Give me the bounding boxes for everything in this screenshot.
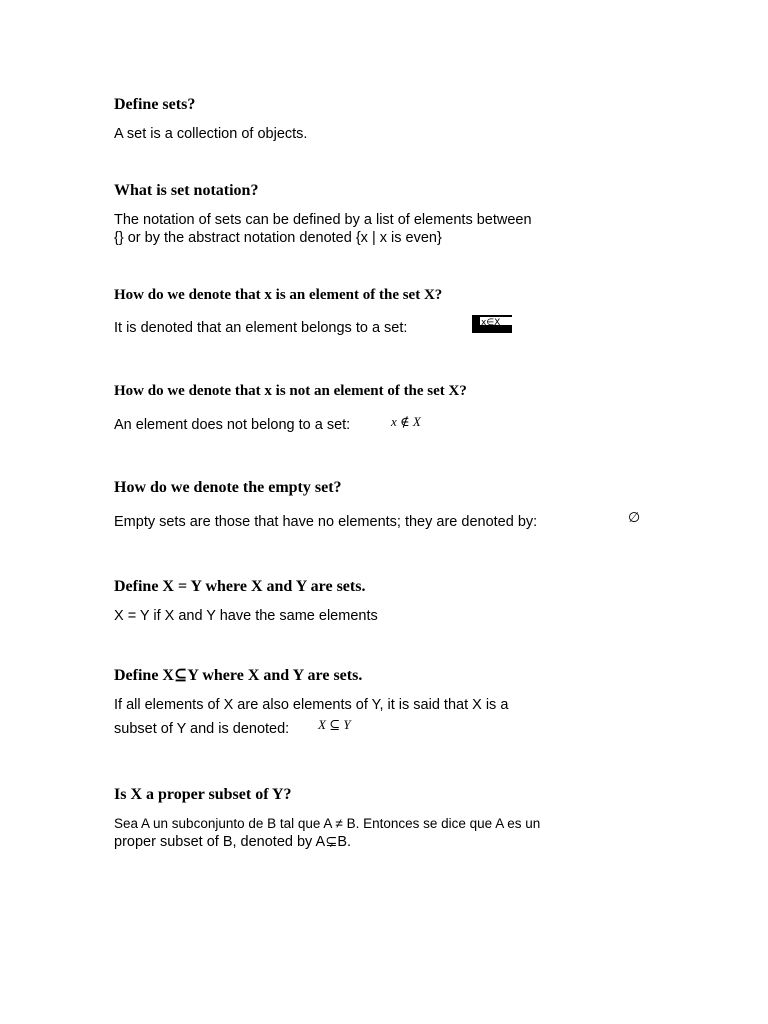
answer-not-element-of: An element does not belong to a set: xyxy=(114,417,351,433)
element-of-symbol-text: x∈X xyxy=(481,318,501,328)
empty-set-symbol: ∅ xyxy=(628,510,641,526)
answer-subset-line1: If all elements of X are also elements of Y, it is said that X is a xyxy=(114,697,509,713)
question-define-sets: Define sets? xyxy=(114,96,196,113)
answer-proper-subset-line1: Sea A un subconjunto de B tal que A ≠ B. Entonces se dice que A es un xyxy=(114,816,541,831)
not-element-of-math: x ∉ X xyxy=(391,414,421,429)
answer-set-notation-line2: {} or by the abstract notation denoted {x | x is even} xyxy=(114,230,442,246)
answer-set-notation-line1: The notation of sets can be defined by a list of elements between xyxy=(114,212,532,228)
question-set-notation: What is set notation? xyxy=(114,182,259,199)
answer-define-sets: A set is a collection of objects. xyxy=(114,126,308,142)
question-element-of: How do we denote that x is an element of the set X? xyxy=(114,287,443,303)
question-subset: Define X⊆Y where X and Y are sets. xyxy=(114,667,363,684)
question-proper-subset: Is X a proper subset of Y? xyxy=(114,786,292,803)
question-not-element-of: How do we denote that x is not an element of the set X? xyxy=(114,383,467,399)
subset-math: X ⊆ Y xyxy=(318,717,351,732)
answer-subset-line2: subset of Y and is denoted: xyxy=(114,721,290,737)
answer-element-of: It is denoted that an element belongs to a set: xyxy=(114,320,408,336)
answer-equal-sets: X = Y if X and Y have the same elements xyxy=(114,608,378,624)
question-equal-sets: Define X = Y where X and Y are sets. xyxy=(114,578,366,595)
question-empty-set: How do we denote the empty set? xyxy=(114,479,342,496)
element-of-symbol-image xyxy=(472,315,512,333)
answer-proper-subset-line2: proper subset of B, denoted by A⊊B. xyxy=(114,834,352,850)
answer-empty-set: Empty sets are those that have no elements; they are denoted by: xyxy=(114,514,538,530)
